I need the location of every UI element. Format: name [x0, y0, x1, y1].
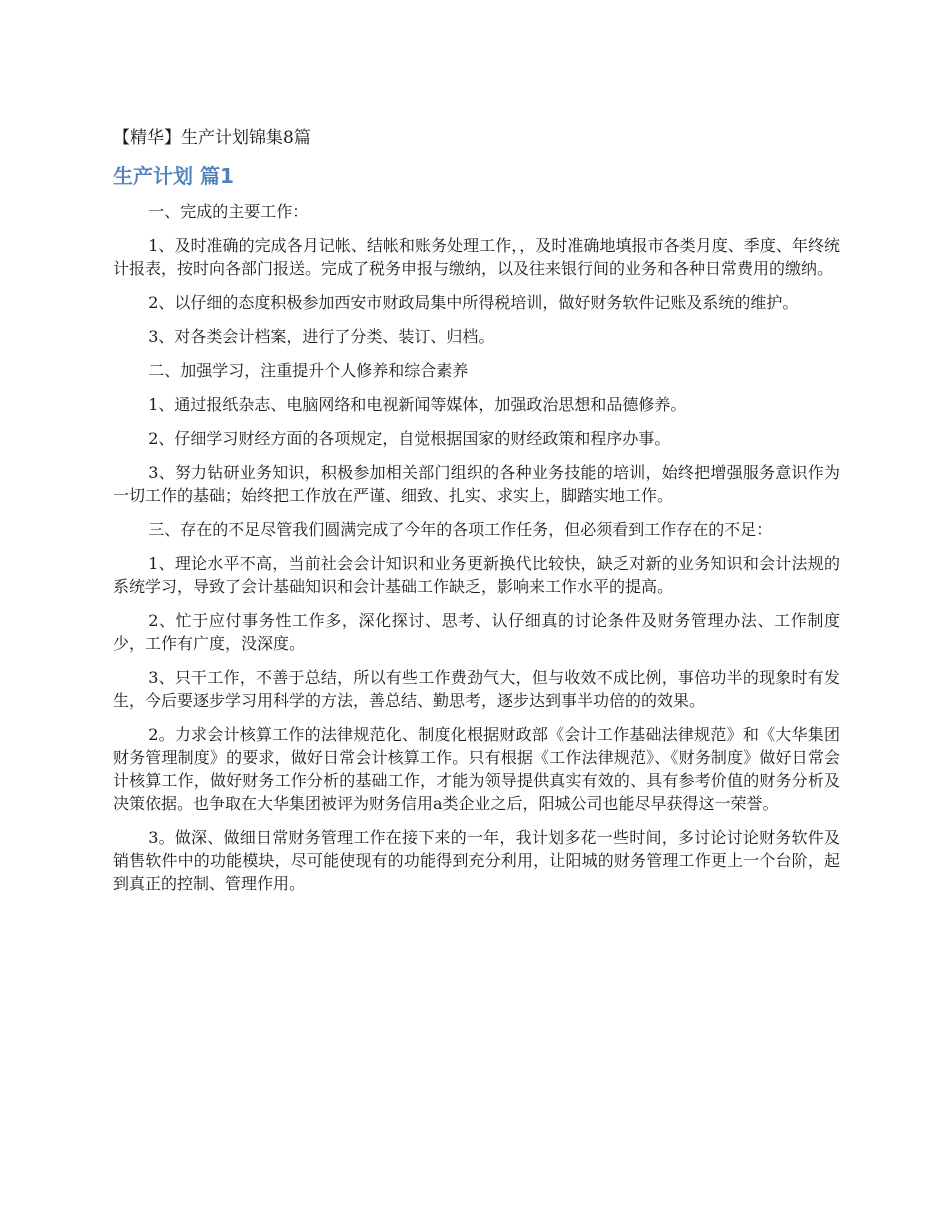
paragraph: 2、以仔细的态度积极参加西安市财政局集中所得税培训，做好财务软件记账及系统的维护。 [148, 293, 799, 312]
paragraph: 三、存在的不足尽管我们圆满完成了今年的各项工作任务，但必须看到工作存在的不足： [148, 520, 773, 539]
paragraph: 二、加强学习，注重提升个人修养和综合素养 [148, 361, 469, 380]
paragraph: 1、通过报纸杂志、电脑网络和电视新闻等媒体，加强政治思想和品德修养。 [148, 395, 687, 414]
paragraph: 3、对各类会计档案，进行了分类、装订、归档。 [148, 327, 495, 346]
paragraph: 1、及时准确的完成各月记帐、结帐和账务处理工作，，及时准确地填报市各类月度、季度、年终统计报表，按时向各部门报送。完成了税务申报与缴纳，以及往来银行间的业务和各种日常费用的缴纳。 [113, 236, 840, 278]
paragraph: 一、完成的主要工作： [148, 202, 309, 221]
paragraph: 3、努力钻研业务知识，积极参加相关部门组织的各种业务技能的培训，始终把增强服务意识作为一切工作的基础；始终把工作放在严谨、细致、扎实、求实上，脚踏实地工作。 [113, 463, 840, 505]
document-title: 【精华】生产计划锦集8篇 [113, 128, 311, 148]
section-heading: 生产计划 篇1 [113, 164, 234, 188]
paragraph: 3。做深、做细日常财务管理工作在接下来的一年，我计划多花一些时间，多讨论讨论财务软件及销售软件中的功能模块，尽可能使现有的功能得到充分利用，让阳城的财务管理工作更上一个台阶，起到真正的控制、管理作用。 [113, 828, 840, 893]
paragraph: 2、仔细学习财经方面的各项规定，自觉根据国家的财经政策和程序办事。 [148, 429, 671, 448]
paragraph: 2、忙于应付事务性工作多，深化探讨、思考、认仔细真的讨论条件及财务管理办法、工作制度少，工作有广度，没深度。 [113, 611, 840, 653]
paragraph: 2。力求会计核算工作的法律规范化、制度化根据财政部《会计工作基础法律规范》和《大华集团财务管理制度》的要求，做好日常会计核算工作。只有根据《工作法律规范》、《财务制度》做好日常会计核算工作，做好财务工作分析的基础工作，才能为领导提供真实有效的、具有参考价值的财务分析及决策依据。也争取在大华集团被评为财务信用a类企业之后，阳城公司也能尽早获得这一荣誉。 [113, 725, 840, 813]
paragraph: 3、只干工作，不善于总结，所以有些工作费劲气大，但与收效不成比例，事倍功半的现象时有发生，今后要逐步学习用科学的方法，善总结、勤思考，逐步达到事半功倍的的效果。 [113, 668, 840, 710]
document-body [113, 200, 840, 906]
paragraph: 1、理论水平不高，当前社会会计知识和业务更新换代比较快，缺乏对新的业务知识和会计法规的系统学习，导致了会计基础知识和会计基础工作缺乏，影响来工作水平的提高。 [113, 554, 840, 596]
